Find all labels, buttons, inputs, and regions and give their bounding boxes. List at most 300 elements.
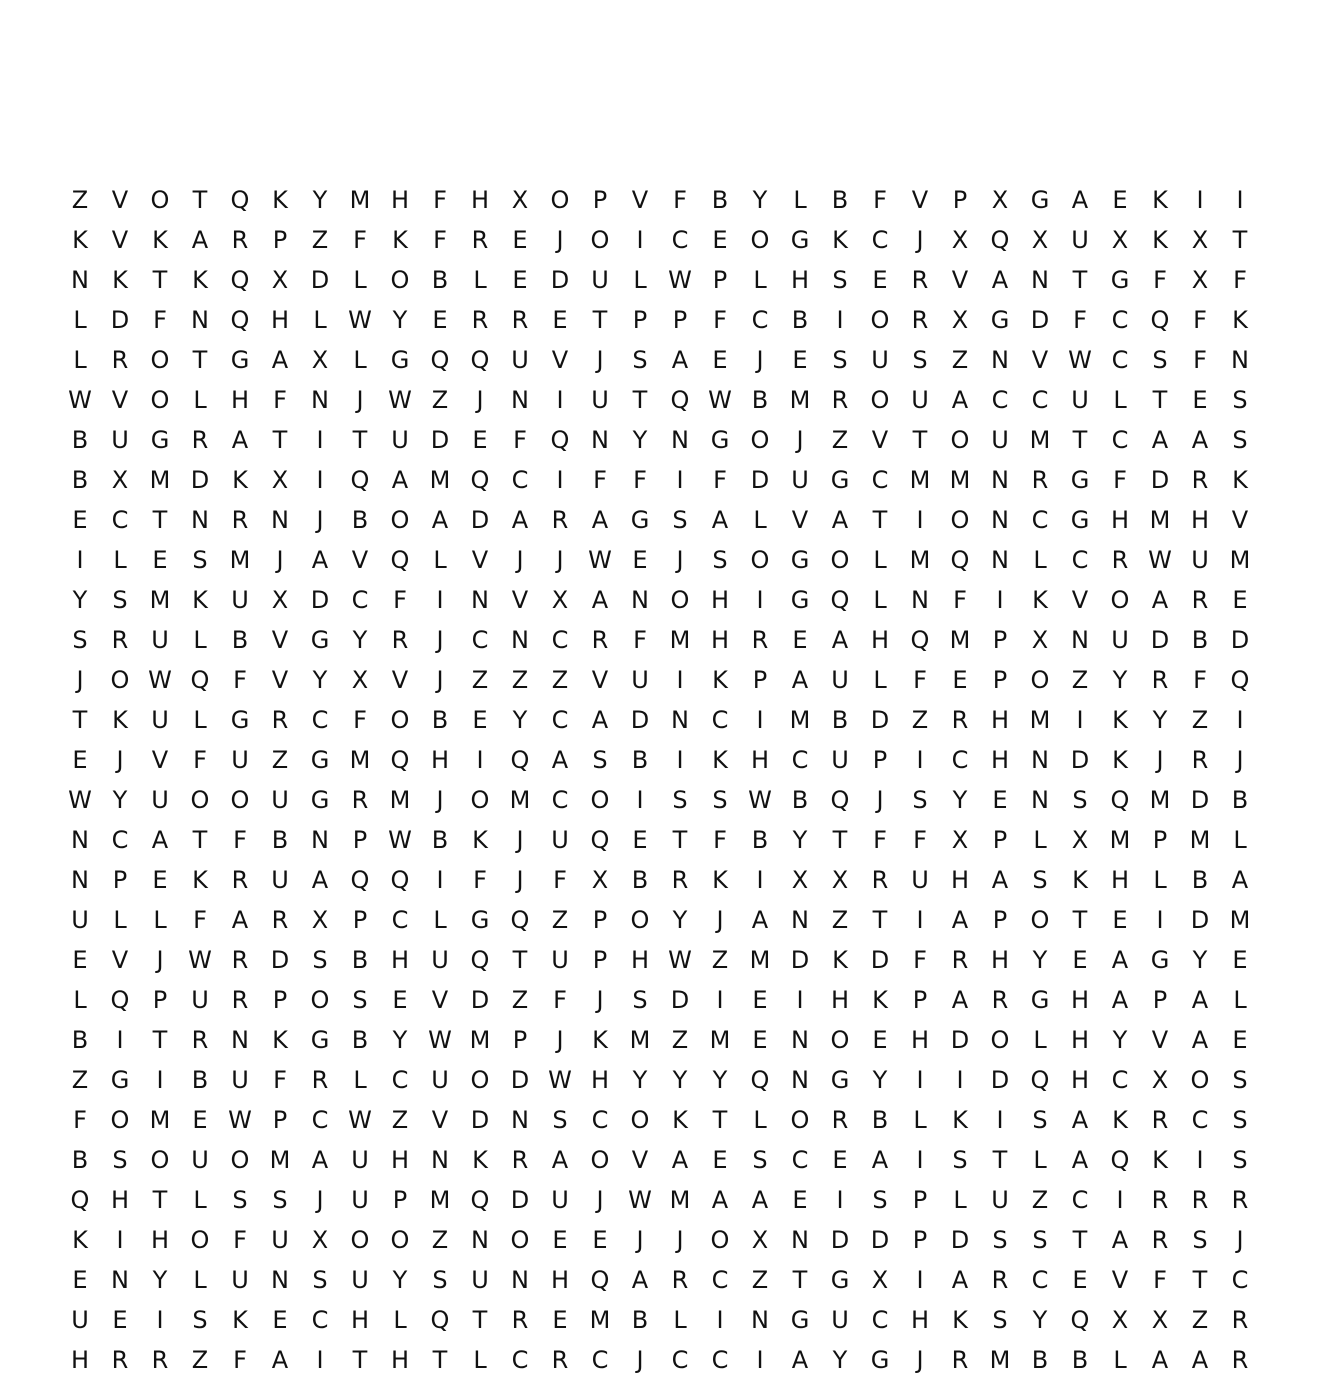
grid-letter: O [150, 346, 170, 374]
grid-letter: L [1113, 1346, 1127, 1374]
grid-letter: Z [511, 666, 529, 694]
grid-letter: G [150, 426, 170, 454]
grid-letter: D [550, 266, 570, 294]
grid-letter: I [916, 1066, 924, 1094]
grid-letter: R [391, 626, 409, 654]
grid-letter: X [991, 186, 1009, 214]
grid-letter: M [1149, 506, 1171, 534]
grid-letter: B [431, 266, 449, 294]
grid-letter: E [632, 826, 648, 854]
grid-letter: U [191, 986, 209, 1014]
grid-letter: O [750, 546, 770, 574]
grid-letter: Q [390, 866, 410, 894]
grid-letter: X [551, 586, 569, 614]
grid-letter: K [272, 186, 288, 214]
grid-letter: X [1191, 266, 1209, 294]
grid-letter: M [349, 186, 371, 214]
grid-letter: O [550, 186, 570, 214]
grid-letter: R [231, 986, 249, 1014]
grid-letter: S [832, 346, 848, 374]
grid-letter: T [632, 386, 648, 414]
grid-letter: R [671, 866, 689, 894]
grid-letter: K [952, 1106, 968, 1134]
grid-letter: T [152, 1186, 168, 1214]
grid-letter: X [871, 1266, 889, 1294]
grid-letter: Y [112, 786, 128, 814]
grid-letter: I [316, 1346, 324, 1374]
grid-letter: I [1236, 706, 1244, 734]
grid-letter: I [756, 586, 764, 614]
grid-letter: I [836, 1186, 844, 1214]
grid-row [60, 700, 1260, 740]
grid-letter: J [876, 786, 884, 814]
grid-letter: T [1072, 426, 1088, 454]
grid-letter: N [111, 1266, 129, 1294]
grid-letter: Z [1031, 1186, 1049, 1214]
grid-letter: N [991, 506, 1009, 534]
grid-letter: R [471, 226, 489, 254]
grid-letter: C [871, 1306, 889, 1334]
grid-row [60, 860, 1260, 900]
grid-row [60, 940, 1260, 980]
grid-letter: M [909, 466, 931, 494]
grid-letter: F [593, 466, 607, 494]
grid-letter: D [870, 1226, 890, 1254]
grid-letter: Q [1230, 666, 1250, 694]
grid-letter: K [832, 226, 848, 254]
grid-letter: R [231, 866, 249, 894]
grid-row [60, 380, 1260, 420]
grid-letter: S [992, 1306, 1008, 1334]
grid-letter: R [1151, 666, 1169, 694]
grid-letter: K [712, 866, 728, 894]
grid-letter: D [310, 266, 330, 294]
grid-letter: D [870, 946, 890, 974]
grid-row [60, 1340, 1260, 1380]
grid-letter: V [271, 666, 289, 694]
grid-letter: D [510, 1066, 530, 1094]
grid-letter: G [830, 1066, 850, 1094]
grid-letter: J [596, 986, 604, 1014]
grid-letter: I [316, 466, 324, 494]
grid-letter: A [1151, 1346, 1169, 1374]
grid-letter: Q [950, 546, 970, 574]
grid-letter: O [470, 1066, 490, 1094]
grid-letter: H [390, 1146, 410, 1174]
grid-letter: J [916, 1346, 924, 1374]
grid-letter: H [150, 1226, 170, 1254]
grid-row [60, 220, 1260, 260]
grid-letter: M [949, 466, 971, 494]
grid-letter: E [1112, 186, 1128, 214]
grid-letter: P [712, 266, 728, 294]
grid-letter: Q [110, 986, 130, 1014]
grid-letter: M [989, 1346, 1011, 1374]
grid-letter: K [192, 866, 208, 894]
grid-letter: F [873, 186, 887, 214]
grid-letter: G [1110, 266, 1130, 294]
grid-letter: W [1148, 546, 1172, 574]
grid-letter: U [1071, 226, 1089, 254]
grid-letter: M [789, 706, 811, 734]
grid-letter: J [1236, 1226, 1244, 1254]
grid-letter: S [1192, 1226, 1208, 1254]
grid-letter: S [1232, 1066, 1248, 1094]
grid-letter: R [991, 1266, 1009, 1294]
grid-letter: Q [510, 906, 530, 934]
grid-letter: W [588, 546, 612, 574]
grid-letter: T [872, 506, 888, 534]
grid-letter: B [351, 506, 369, 534]
grid-letter: C [1031, 386, 1049, 414]
grid-letter: A [271, 1346, 289, 1374]
grid-letter: A [1111, 986, 1129, 1014]
grid-letter: I [996, 1106, 1004, 1134]
grid-letter: R [591, 626, 609, 654]
grid-letter: A [831, 506, 849, 534]
grid-letter: S [1232, 386, 1248, 414]
grid-letter: S [192, 546, 208, 574]
grid-letter: S [712, 786, 728, 814]
grid-letter: R [1151, 1226, 1169, 1254]
grid-letter: M [789, 386, 811, 414]
grid-letter: W [68, 786, 92, 814]
grid-letter: F [153, 306, 167, 334]
grid-letter: N [191, 506, 209, 534]
grid-letter: I [636, 226, 644, 254]
grid-letter: M [589, 1306, 611, 1334]
grid-letter: H [230, 386, 250, 414]
grid-letter: P [272, 986, 288, 1014]
grid-letter: U [591, 386, 609, 414]
grid-letter: X [511, 186, 529, 214]
grid-letter: O [1030, 666, 1050, 694]
grid-letter: L [1033, 826, 1047, 854]
grid-letter: R [471, 306, 489, 334]
grid-letter: T [352, 426, 368, 454]
grid-letter: S [112, 1146, 128, 1174]
grid-letter: V [391, 666, 409, 694]
grid-letter: F [353, 226, 367, 254]
grid-letter: W [428, 1026, 452, 1054]
grid-letter: O [950, 506, 970, 534]
grid-letter: Z [911, 706, 929, 734]
grid-letter: K [472, 826, 488, 854]
grid-letter: C [871, 466, 889, 494]
grid-letter: U [231, 1066, 249, 1094]
grid-letter: D [430, 426, 450, 454]
grid-letter: A [631, 1266, 649, 1294]
grid-row [60, 1100, 1260, 1140]
grid-letter: U [551, 946, 569, 974]
grid-letter: R [271, 906, 289, 934]
grid-letter: H [430, 746, 450, 774]
grid-letter: I [156, 1306, 164, 1334]
grid-letter: R [1191, 746, 1209, 774]
grid-letter: B [1191, 866, 1209, 894]
grid-letter: Y [1032, 946, 1048, 974]
grid-letter: A [671, 1146, 689, 1174]
grid-letter: L [353, 1066, 367, 1094]
grid-letter: G [470, 906, 490, 934]
grid-letter: R [951, 1346, 969, 1374]
grid-letter: O [1030, 906, 1050, 934]
grid-letter: Q [430, 1306, 450, 1334]
grid-letter: Y [872, 1066, 888, 1094]
grid-letter: J [356, 386, 364, 414]
grid-letter: A [671, 346, 689, 374]
grid-letter: R [951, 946, 969, 974]
grid-letter: E [552, 1306, 568, 1334]
grid-letter: P [872, 746, 888, 774]
grid-letter: F [1193, 666, 1207, 694]
grid-letter: N [911, 586, 929, 614]
grid-letter: T [192, 346, 208, 374]
grid-letter: F [553, 866, 567, 894]
grid-letter: F [1193, 306, 1207, 334]
grid-letter: T [152, 506, 168, 534]
grid-letter: J [316, 1186, 324, 1214]
grid-letter: N [231, 1026, 249, 1054]
grid-row [60, 500, 1260, 540]
grid-letter: A [991, 866, 1009, 894]
grid-letter: S [1072, 786, 1088, 814]
grid-letter: T [72, 706, 88, 734]
grid-letter: T [832, 826, 848, 854]
grid-letter: L [633, 266, 647, 294]
grid-letter: M [1029, 426, 1051, 454]
grid-letter: Q [830, 586, 850, 614]
grid-letter: D [270, 946, 290, 974]
grid-letter: N [311, 386, 329, 414]
grid-letter: P [752, 666, 768, 694]
grid-letter: D [1150, 466, 1170, 494]
grid-letter: G [1030, 986, 1050, 1014]
grid-letter: B [271, 826, 289, 854]
grid-letter: K [1072, 866, 1088, 894]
grid-letter: K [152, 226, 168, 254]
grid-letter: U [351, 1186, 369, 1214]
grid-letter: D [510, 1186, 530, 1214]
grid-letter: F [233, 826, 247, 854]
grid-letter: Q [910, 626, 930, 654]
grid-letter: U [271, 786, 289, 814]
grid-letter: C [1111, 306, 1129, 334]
grid-letter: C [511, 466, 529, 494]
grid-letter: T [512, 946, 528, 974]
grid-letter: N [511, 626, 529, 654]
grid-letter: N [671, 706, 689, 734]
grid-letter: A [1151, 426, 1169, 454]
grid-letter: X [951, 226, 969, 254]
grid-letter: U [1191, 546, 1209, 574]
grid-letter: S [752, 1146, 768, 1174]
grid-letter: Q [430, 346, 450, 374]
grid-letter: M [149, 1106, 171, 1134]
grid-letter: U [1111, 626, 1129, 654]
grid-letter: B [71, 1146, 89, 1174]
grid-letter: G [790, 226, 810, 254]
grid-letter: I [676, 666, 684, 694]
grid-letter: C [111, 506, 129, 534]
grid-letter: F [633, 626, 647, 654]
grid-letter: V [551, 346, 569, 374]
grid-letter: D [310, 586, 330, 614]
grid-letter: U [871, 346, 889, 374]
grid-letter: C [311, 1106, 329, 1134]
grid-letter: I [916, 746, 924, 774]
grid-letter: J [516, 866, 524, 894]
grid-row [60, 540, 1260, 580]
grid-letter: L [873, 546, 887, 574]
grid-letter: T [152, 1026, 168, 1054]
grid-letter: A [591, 706, 609, 734]
grid-letter: E [1072, 1266, 1088, 1294]
grid-letter: M [949, 626, 971, 654]
grid-letter: H [110, 1186, 130, 1214]
grid-letter: S [552, 1106, 568, 1134]
grid-letter: F [1193, 346, 1207, 374]
grid-letter: E [992, 786, 1008, 814]
grid-letter: J [276, 546, 284, 574]
grid-letter: D [830, 1226, 850, 1254]
grid-letter: A [711, 506, 729, 534]
grid-letter: T [1152, 386, 1168, 414]
grid-letter: L [873, 666, 887, 694]
grid-letter: I [476, 746, 484, 774]
grid-letter: R [191, 1026, 209, 1054]
grid-letter: J [676, 546, 684, 574]
grid-letter: I [1196, 186, 1204, 214]
grid-letter: R [1151, 1186, 1169, 1214]
grid-letter: W [388, 826, 412, 854]
grid-letter: U [911, 386, 929, 414]
grid-letter: S [1032, 866, 1048, 894]
grid-letter: B [71, 426, 89, 454]
grid-letter: H [870, 626, 890, 654]
grid-letter: A [551, 1146, 569, 1174]
grid-letter: U [991, 1186, 1009, 1214]
grid-letter: D [1070, 746, 1090, 774]
grid-letter: Q [1110, 1146, 1130, 1174]
grid-letter: X [1071, 826, 1089, 854]
grid-letter: U [431, 1066, 449, 1094]
grid-letter: X [751, 1226, 769, 1254]
grid-letter: M [749, 946, 771, 974]
grid-letter: C [1191, 1106, 1209, 1134]
grid-letter: W [348, 1106, 372, 1134]
grid-letter: O [750, 426, 770, 454]
grid-letter: V [111, 946, 129, 974]
grid-letter: C [551, 786, 569, 814]
grid-letter: E [792, 346, 808, 374]
grid-letter: F [513, 426, 527, 454]
grid-letter: C [1111, 1066, 1129, 1094]
grid-letter: E [152, 866, 168, 894]
grid-letter: C [991, 386, 1009, 414]
grid-letter: Z [951, 346, 969, 374]
grid-letter: W [188, 946, 212, 974]
grid-letter: K [1232, 466, 1248, 494]
grid-letter: U [111, 426, 129, 454]
grid-letter: P [592, 186, 608, 214]
grid-letter: H [390, 946, 410, 974]
grid-letter: I [756, 706, 764, 734]
grid-letter: G [310, 746, 330, 774]
grid-letter: H [470, 186, 490, 214]
grid-letter: H [1110, 866, 1130, 894]
grid-letter: A [231, 906, 249, 934]
grid-letter: P [992, 826, 1008, 854]
grid-letter: O [190, 786, 210, 814]
grid-letter: X [831, 866, 849, 894]
grid-row [60, 740, 1260, 780]
grid-letter: K [232, 466, 248, 494]
grid-letter: X [591, 866, 609, 894]
grid-letter: C [551, 626, 569, 654]
grid-letter: F [193, 746, 207, 774]
grid-letter: O [150, 386, 170, 414]
grid-letter: Z [191, 1346, 209, 1374]
grid-letter: V [471, 546, 489, 574]
grid-letter: N [191, 306, 209, 334]
grid-letter: E [952, 666, 968, 694]
grid-letter: G [710, 426, 730, 454]
grid-letter: L [193, 1186, 207, 1214]
grid-letter: O [990, 1026, 1010, 1054]
grid-letter: K [1232, 306, 1248, 334]
grid-letter: P [1152, 826, 1168, 854]
grid-letter: A [1111, 1226, 1129, 1254]
grid-letter: X [111, 466, 129, 494]
grid-letter: T [712, 1106, 728, 1134]
grid-letter: C [711, 1266, 729, 1294]
grid-letter: O [150, 186, 170, 214]
grid-letter: Y [312, 666, 328, 694]
grid-letter: N [791, 1066, 809, 1094]
grid-letter: O [870, 306, 890, 334]
grid-letter: Q [750, 1066, 770, 1094]
grid-letter: U [351, 1146, 369, 1174]
grid-letter: C [551, 706, 569, 734]
grid-letter: B [1071, 1346, 1089, 1374]
grid-row [60, 980, 1260, 1020]
grid-letter: B [871, 1106, 889, 1134]
grid-letter: R [831, 386, 849, 414]
grid-letter: B [351, 946, 369, 974]
grid-letter: N [271, 506, 289, 534]
grid-letter: L [793, 186, 807, 214]
grid-letter: J [116, 746, 124, 774]
grid-letter: J [516, 546, 524, 574]
grid-letter: T [872, 906, 888, 934]
grid-letter: E [72, 746, 88, 774]
grid-letter: I [916, 506, 924, 534]
grid-letter: L [153, 906, 167, 934]
grid-letter: C [791, 746, 809, 774]
grid-letter: C [1111, 426, 1129, 454]
grid-row [60, 1060, 1260, 1100]
grid-letter: D [750, 466, 770, 494]
grid-letter: Z [671, 1026, 689, 1054]
grid-letter: E [1232, 586, 1248, 614]
grid-letter: C [751, 306, 769, 334]
grid-letter: D [790, 946, 810, 974]
grid-letter: B [71, 1026, 89, 1054]
grid-letter: B [351, 1026, 369, 1054]
grid-letter: Y [672, 1066, 688, 1094]
grid-letter: W [68, 386, 92, 414]
